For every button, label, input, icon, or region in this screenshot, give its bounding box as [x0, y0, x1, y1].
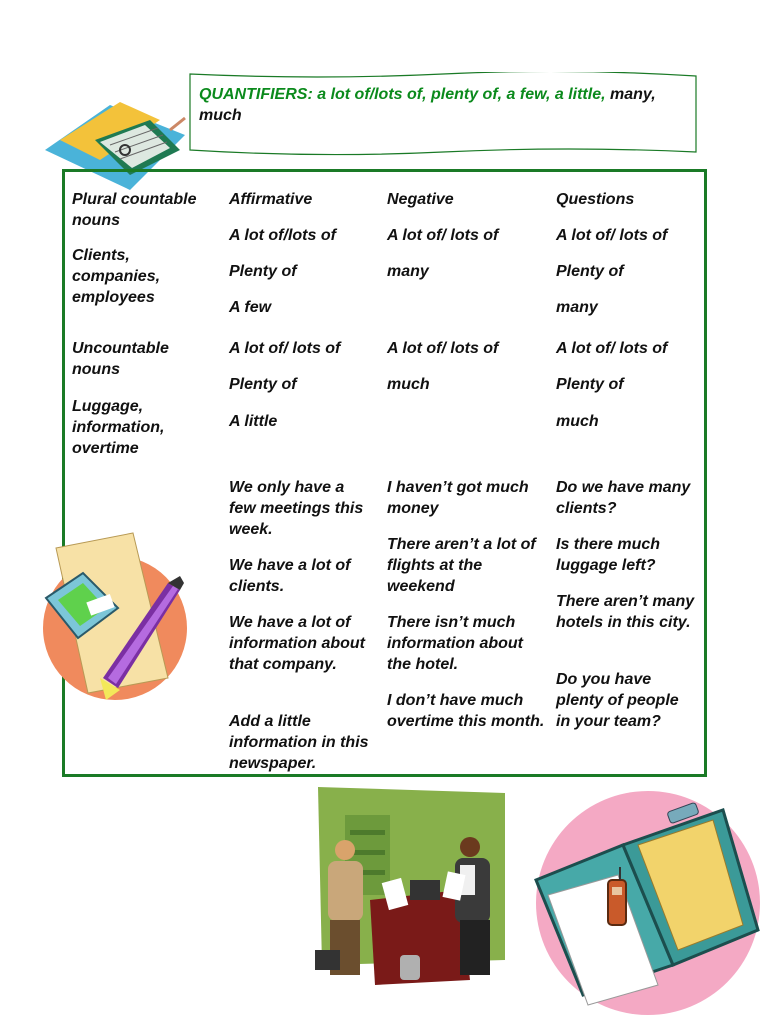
uncountable-question-3: much — [556, 413, 599, 430]
example-negative-3: There isn’t much information about the hotel. — [387, 614, 523, 673]
uncountable-question-2: Plenty of — [556, 376, 624, 393]
uncountable-label-text: Uncountable nouns — [72, 340, 169, 378]
countable-affirmative-2: Plenty of — [229, 263, 297, 280]
uncountable-affirmative-2: Plenty of — [229, 376, 297, 393]
countable-negative-1: A lot of/ lots of — [387, 227, 499, 244]
countable-question-3: many — [556, 299, 598, 316]
title-banner — [188, 72, 698, 156]
countable-negative-2: many — [387, 263, 429, 280]
uncountable-question-1: A lot of/ lots of — [556, 340, 668, 357]
page-title — [199, 84, 679, 126]
title-green-text: QUANTIFIERS: a lot of/lots of, plenty of, a few, a little, — [199, 86, 606, 103]
uncountable-examples-text: Luggage, information, overtime — [72, 398, 165, 457]
example-negative-2: There aren’t a lot of flights at the weekend — [387, 536, 536, 595]
example-negative-1: I haven’t got much money — [387, 479, 529, 517]
header-negative: Negative — [387, 191, 454, 208]
countable-examples-text: Clients, companies, employees — [72, 247, 161, 306]
business-meeting-clipart-icon — [300, 785, 520, 995]
folder-phone-clipart-icon — [528, 785, 763, 1020]
header-affirmative: Affirmative — [229, 191, 313, 208]
notepad-pen-clipart-icon — [38, 528, 193, 708]
countable-examples — [72, 245, 217, 308]
header-plural-countable — [72, 189, 217, 231]
example-negative-4: I don’t have much overtime this month. — [387, 692, 545, 730]
example-affirmative-2: We have a lot of clients. — [229, 557, 351, 595]
example-question-3: There aren’t many hotels in this city. — [556, 593, 695, 631]
example-affirmative-4: Add a little information in this newspaper. — [229, 713, 369, 772]
example-question-4: Do you have plenty of people in your team? — [556, 671, 679, 730]
countable-question-2: Plenty of — [556, 263, 624, 280]
uncountable-affirmative-3: A little — [229, 413, 278, 430]
uncountable-negative-1: A lot of/ lots of — [387, 340, 499, 357]
header-col1-text: Plural countable nouns — [72, 191, 197, 229]
uncountable-examples — [72, 396, 217, 459]
uncountable-affirmative-1: A lot of/ lots of — [229, 340, 341, 357]
header-questions: Questions — [556, 191, 635, 208]
uncountable-negative-2: much — [387, 376, 430, 393]
countable-affirmative-3: A few — [229, 299, 272, 316]
example-question-2: Is there much luggage left? — [556, 536, 661, 574]
countable-affirmative-1: A lot of/lots of — [229, 227, 336, 244]
example-affirmative-3: We have a lot of information about that company. — [229, 614, 365, 673]
example-question-1: Do we have many clients? — [556, 479, 691, 517]
uncountable-label — [72, 338, 217, 380]
title-black-text: many, much — [199, 86, 656, 124]
example-affirmative-1: We only have a few meetings this week. — [229, 479, 364, 538]
countable-question-1: A lot of/ lots of — [556, 227, 668, 244]
